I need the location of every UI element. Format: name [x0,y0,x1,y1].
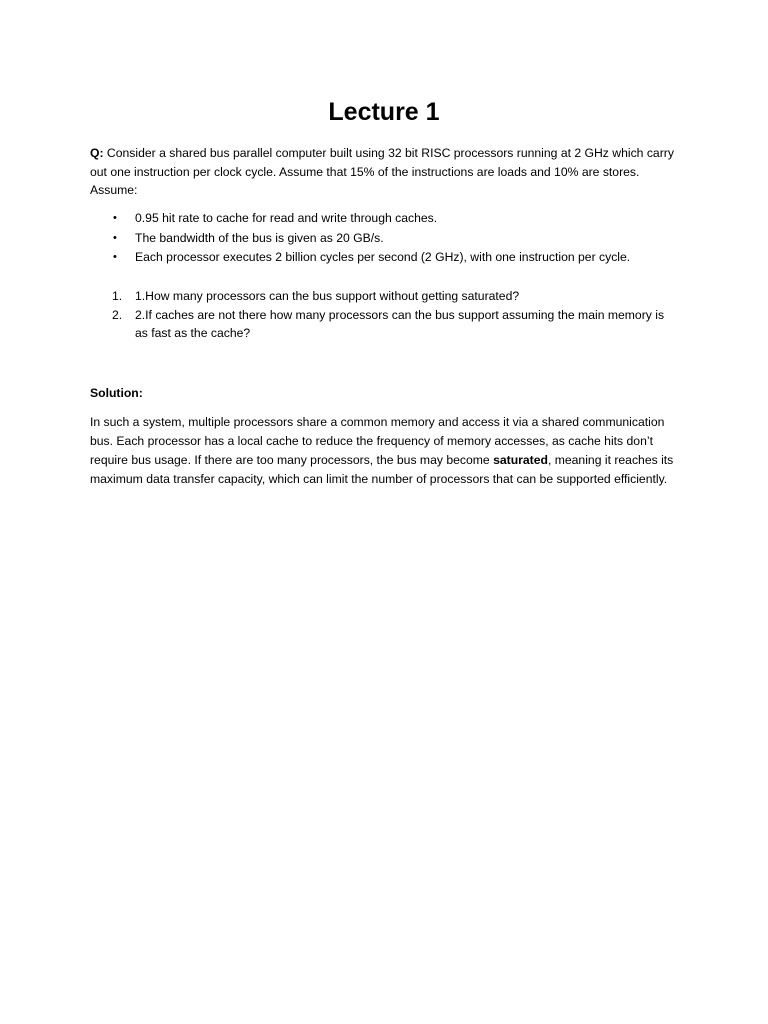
bullet-icon: • [113,212,117,224]
list-item [90,248,680,268]
page-title: Lecture 1 [328,98,440,126]
question-list [90,287,680,343]
list-number: 2. [112,307,123,322]
list-item-text: Each processor executes 2 billion cycles per second (2 GHz), with one instruction per cycle. [135,250,631,265]
solution-heading: Solution: [90,386,143,400]
list-item-text: 1.How many processors can the bus support without getting saturated? [135,289,520,303]
assumption-list [90,209,680,268]
question-text: Consider a shared bus parallel computer built using 32 bit RISC processors running at 2 GHz which carry out one instruction per clock cycle. Assume that 15% of the instructions are loads and 10% are stores. Assume: [90,146,674,197]
list-item [90,209,680,229]
solution-text-end: , meaning it reaches its maximum data transfer capacity, which can limit the number of processors that can be supported efficiently. [90,453,674,486]
question-label: Q: [90,146,104,160]
list-item [90,306,680,343]
bullet-icon: • [113,251,117,264]
solution-text-bold: saturated [493,453,548,467]
list-item-text: The bandwidth of the bus is given as 20 GB/s. [135,230,384,245]
list-number: 1. [112,289,123,303]
solution-paragraph [90,413,675,489]
list-item [90,229,680,249]
list-item-text: 2.If caches are not there how many processors can the bus support assuming the main memory is as fast as the cache? [135,307,665,341]
bullet-icon: • [113,231,117,244]
question-paragraph [90,144,680,200]
list-item-text: 0.95 hit rate to cache for read and write through caches. [135,211,438,225]
solution-text-start: In such a system, multiple processors share a common memory and access it via a shared communication bus. Each processor has a local cache to reduce the frequency of memory accesses, as cache hits don’t require bus usage. If there are too many processors, the bus may become [90,415,665,467]
list-item [90,287,680,306]
